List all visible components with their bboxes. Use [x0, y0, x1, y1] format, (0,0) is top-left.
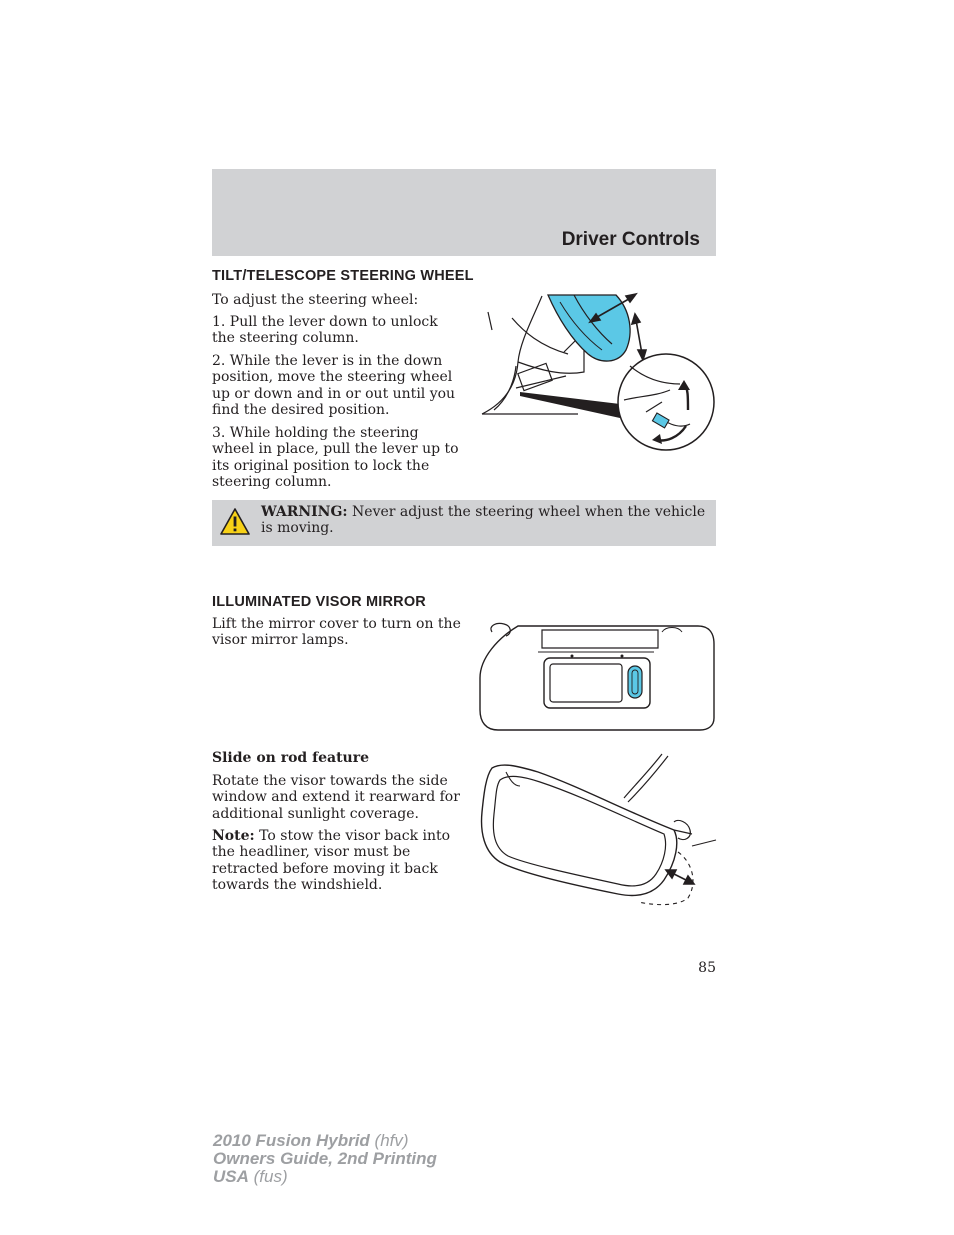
footer-line-1	[213, 1132, 437, 1150]
footer-market-code: (fus)	[248, 1167, 288, 1186]
visor-slide-illustration	[478, 752, 718, 912]
slide-note	[212, 828, 464, 893]
note-label: Note:	[212, 828, 255, 844]
page-number: 85	[698, 960, 716, 976]
tilt-intro: To adjust the steering wheel:	[212, 292, 419, 308]
footer-market: USA	[213, 1167, 249, 1186]
tilt-heading: TILT/TELESCOPE STEERING WHEEL	[212, 268, 474, 284]
warning-box	[212, 500, 716, 546]
tilt-step-2: 2. While the lever is in the down position, move the steering wheel up or down and in or out until you find the desired position.	[212, 353, 456, 418]
warning-label: WARNING:	[261, 504, 348, 520]
warning-message: Never adjust the steering wheel when the vehicle is moving.	[261, 504, 706, 537]
visor-heading: ILLUMINATED VISOR MIRROR	[212, 594, 426, 610]
warning-triangle-icon	[219, 507, 251, 537]
footer-model-code: (hfv)	[369, 1131, 409, 1150]
warning-text	[261, 504, 709, 537]
tilt-step-1: 1. Pull the lever down to unlock the steering column.	[212, 314, 438, 347]
header-band	[212, 169, 716, 256]
visor-mirror-illustration	[478, 618, 718, 734]
steering-wheel-illustration	[480, 292, 718, 456]
footer-line-2: Owners Guide, 2nd Printing	[213, 1149, 437, 1168]
tilt-step-3: 3. While holding the steering wheel in place, pull the lever up to its original position to lock the steering column.	[212, 425, 459, 490]
slide-heading: Slide on rod feature	[212, 750, 370, 766]
footer-line-3	[213, 1168, 437, 1186]
slide-text: Rotate the visor towards the side window and extend it rearward for additional sunlight coverage.	[212, 773, 460, 822]
note-text: To stow the visor back into the headliner, visor must be retracted before moving it back towards the windshield.	[212, 828, 451, 893]
visor-text: Lift the mirror cover to turn on the visor mirror lamps.	[212, 616, 461, 649]
section-title: Driver Controls	[561, 229, 700, 250]
footer	[213, 1132, 437, 1186]
footer-model: 2010 Fusion Hybrid	[213, 1131, 370, 1150]
